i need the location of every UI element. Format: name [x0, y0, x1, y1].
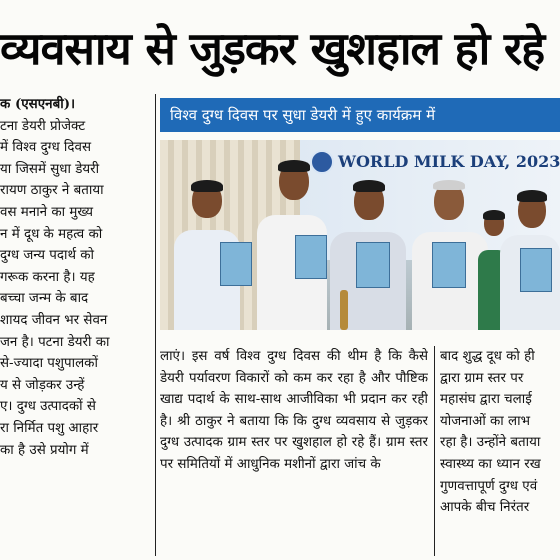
article-column-2: [160, 346, 428, 556]
article-line: य से जोड़कर उन्हें: [0, 377, 85, 393]
article-line: योजनाओं का लाभ: [440, 413, 530, 429]
article-line: का है उसे प्रयोग में: [0, 442, 89, 458]
article-line: क (एसएनबी)।: [0, 96, 76, 112]
article-line: जन है। पटना डेयरी का: [0, 334, 110, 350]
article-column-1: [0, 94, 152, 554]
person: [255, 160, 330, 330]
article-paragraph: लाएं। इस वर्ष विश्व दुग्ध दिवस की थीम है कि कैसे डेयरी पर्यावरण विकारों को कम कर रहा है और पौष्टिक खाद्य पदार्थ के साथ-साथ आजीविका भी प्रदान कर रही है। श्री ठाकुर ने बताया कि कि दुग्ध व्यवसाय से जुड़कर दुग्ध उत्पादक ग्राम स्तर पर खुशहाल हो रहे हैं। ग्राम स्तर पर समितियों में आधुनिक मशीनों द्वारा जांच के: [160, 349, 428, 472]
article-line: रायण ठाकुर ने बताया: [0, 183, 104, 199]
article-line: बच्चा जन्म के बाद: [0, 291, 89, 307]
booklet: [220, 242, 252, 286]
person: [500, 190, 560, 330]
pen: [340, 290, 348, 330]
article-line: रहा है। उन्होंने बताया: [440, 435, 541, 451]
article-line: रा निर्मित पशु आहार: [0, 420, 99, 436]
article-line: में विश्व दुग्ध दिवस: [0, 140, 92, 156]
column-divider: [434, 346, 435, 556]
person: [172, 180, 242, 330]
article-line: गुणवत्तापूर्ण दुग्ध एवं: [440, 478, 538, 494]
article-column-3: [440, 346, 560, 556]
article-line: महासंघ द्वारा चलाई: [440, 392, 532, 408]
article-line: गरूक करना है। यह: [0, 269, 95, 285]
article-line: शायद जीवन भर सेवन: [0, 312, 108, 328]
article-line: न में दूध के महत्व को: [0, 226, 103, 242]
article-line: वस मनाने का मुख्य: [0, 204, 93, 220]
event-photo: [160, 140, 560, 330]
photo-caption: विश्व दुग्ध दिवस पर सुधा डेयरी में हुए कार्यक्रम में: [160, 98, 560, 132]
booklet: [356, 242, 390, 288]
headline: व्यवसाय से जुड़कर खुशहाल हो रहे: [0, 22, 545, 75]
booklet: [520, 248, 552, 292]
article-line: ए। दुग्ध उत्पादकों से: [0, 399, 96, 415]
article-line: आपके बीच निरंतर: [440, 500, 530, 516]
article-line: या जिसमें सुधा डेयरी: [0, 161, 100, 177]
booklet: [295, 235, 327, 279]
column-divider: [155, 94, 156, 556]
article-line: दुग्ध जन्य पदार्थ को: [0, 248, 95, 264]
article-line: से-ज्यादा पशुपालकों: [0, 356, 98, 372]
article-line: बाद शुद्ध दूध को ही: [440, 349, 535, 364]
article-line: टना डेयरी प्रोजेक्ट: [0, 118, 86, 134]
article-line: स्वास्थ्य का ध्यान रख: [440, 456, 541, 472]
article-line: द्वारा ग्राम स्तर पर: [440, 370, 524, 386]
banner-title: WORLD MILK DAY, 2023: [338, 152, 560, 171]
booklet: [432, 242, 466, 288]
